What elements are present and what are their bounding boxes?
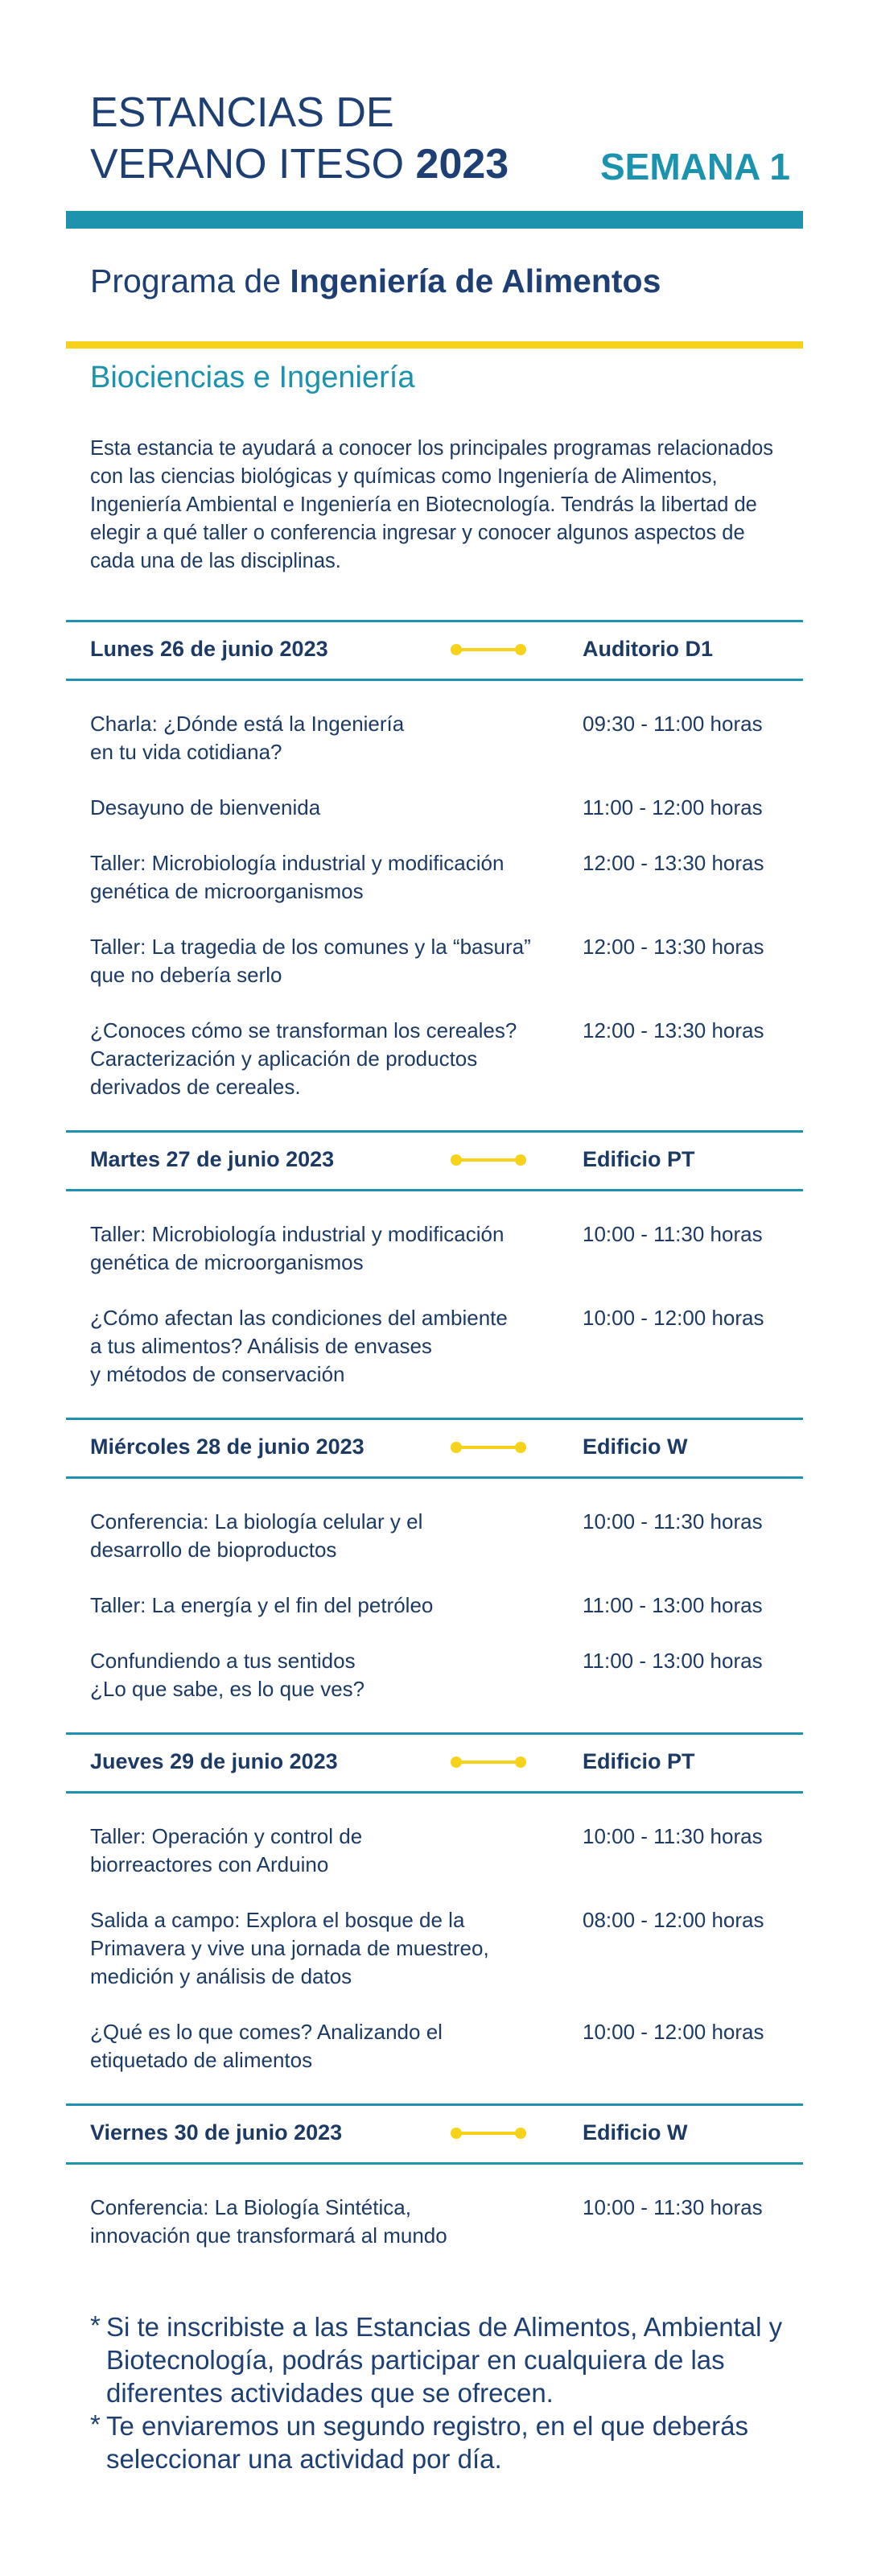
title-year: 2023: [415, 141, 509, 188]
day-location: Auditorio D1: [583, 637, 713, 661]
event-list: [66, 1191, 803, 1418]
event-time: 09:30 - 11:00 horas: [583, 712, 763, 736]
event-list: [66, 2165, 803, 2279]
day-header: [66, 620, 803, 681]
event-row: [66, 1823, 803, 1879]
event-time: 10:00 - 11:30 horas: [583, 1222, 763, 1246]
event-title: Taller: Microbiología industrial y modificación genética de microorganismos: [90, 851, 505, 903]
program-name: Ingeniería de Alimentos: [290, 262, 661, 299]
day-header: [66, 1732, 803, 1794]
connector-line: [455, 648, 521, 651]
connector-dot: [451, 1442, 462, 1453]
event-title: Conferencia: La Biología Sintética, innovación que transformará al mundo: [90, 2195, 447, 2248]
event-list: [66, 1794, 803, 2103]
event-row: [66, 1647, 803, 1703]
connector-decoration: [451, 1757, 526, 1768]
connector-decoration: [451, 644, 526, 655]
connector-dot: [515, 2128, 526, 2139]
connector-dot: [515, 1757, 526, 1768]
event-row: [66, 794, 803, 822]
event-time: 11:00 - 13:00 horas: [583, 1649, 763, 1673]
day-date: Miércoles 28 de junio 2023: [90, 1435, 364, 1459]
event-row: [66, 849, 803, 906]
header-divider: [66, 211, 803, 229]
event-list: [66, 681, 803, 1130]
day-location: Edificio W: [583, 1435, 688, 1459]
event-title: Conferencia: La biología celular y el desarrollo de bioproductos: [90, 1509, 423, 1562]
event-time: 10:00 - 11:30 horas: [583, 1509, 763, 1534]
day-date: Martes 27 de junio 2023: [90, 1147, 335, 1171]
footnote-marker: *: [90, 2409, 101, 2439]
day-header: [66, 2103, 803, 2165]
program-title: [90, 262, 661, 300]
event-row: [66, 1591, 803, 1620]
event-title: Taller: La energía y el fin del petróleo: [90, 1593, 434, 1617]
notes: [90, 2310, 798, 2475]
event-title: Taller: Operación y control de biorreactores con Arduino: [90, 1824, 363, 1876]
connector-decoration: [451, 1442, 526, 1453]
event-time: 10:00 - 12:00 horas: [583, 2020, 764, 2044]
event-row: [66, 1508, 803, 1564]
event-time: 10:00 - 11:30 horas: [583, 2195, 763, 2219]
connector-dot: [451, 1757, 462, 1768]
connector-dot: [451, 2128, 462, 2139]
event-title: Charla: ¿Dónde está la Ingeniería en tu vida cotidiana?: [90, 712, 405, 764]
week-label: SEMANA 1: [600, 146, 790, 188]
event-time: 12:00 - 13:30 horas: [583, 935, 764, 959]
footnote-marker: *: [90, 2310, 101, 2340]
day-location: Edificio PT: [583, 1147, 695, 1171]
footnote: [90, 2409, 798, 2475]
program-prefix: Programa de: [90, 262, 282, 299]
footnote-text: Te enviaremos un segundo registro, en el que deberás seleccionar una actividad por día.: [106, 2411, 749, 2474]
event-row: [66, 933, 803, 989]
event-title: ¿Qué es lo que comes? Analizando el etiquetado de alimentos: [90, 2020, 443, 2072]
day-date: Lunes 26 de junio 2023: [90, 637, 328, 661]
footnote-text: Si te inscribiste a las Estancias de Alimentos, Ambiental y Biotecnología, podrás participar en cualquiera de las diferentes actividades que se ofrecen.: [106, 2312, 783, 2408]
event-row: [66, 710, 803, 766]
event-title: Taller: La tragedia de los comunes y la “basura” que no debería serlo: [90, 935, 531, 987]
event-row: [66, 2194, 803, 2250]
connector-line: [455, 2132, 521, 2135]
program-divider: [66, 341, 803, 349]
connector-decoration: [451, 1154, 526, 1166]
footnote: [90, 2310, 798, 2409]
connector-dot: [515, 644, 526, 655]
event-list: [66, 1479, 803, 1732]
event-time: 08:00 - 12:00 horas: [583, 1908, 764, 1932]
event-row: [66, 1017, 803, 1101]
event-time: 12:00 - 13:30 horas: [583, 1018, 764, 1042]
event-row: [66, 1304, 803, 1389]
day-date: Viernes 30 de junio 2023: [90, 2120, 343, 2145]
schedule: [66, 620, 803, 2279]
day-location: Edificio W: [583, 2120, 688, 2145]
title-line-1: ESTANCIAS DE: [90, 89, 394, 136]
title-line-2: VERANO ITESO: [90, 141, 405, 188]
event-row: [66, 2018, 803, 2074]
event-time: 11:00 - 12:00 horas: [583, 795, 763, 819]
connector-decoration: [451, 2128, 526, 2139]
event-title: Taller: Microbiología industrial y modificación genética de microorganismos: [90, 1222, 505, 1274]
event-title: ¿Cómo afectan las condiciones del ambiente a tus alimentos? Análisis de envases y métodos de conservación: [90, 1306, 508, 1386]
event-title: Salida a campo: Explora el bosque de la Primavera y vive una jornada de muestreo, medición y análisis de datos: [90, 1908, 489, 1988]
connector-dot: [451, 1154, 462, 1166]
event-time: 10:00 - 11:30 horas: [583, 1824, 763, 1848]
event-time: 11:00 - 13:00 horas: [583, 1593, 763, 1617]
connector-dot: [515, 1442, 526, 1453]
connector-line: [455, 1158, 521, 1162]
event-title: Confundiendo a tus sentidos ¿Lo que sabe, es lo que ves?: [90, 1649, 365, 1701]
event-row: [66, 1220, 803, 1277]
day-date: Jueves 29 de junio 2023: [90, 1749, 338, 1773]
page-title: [90, 87, 509, 190]
connector-line: [455, 1761, 521, 1764]
event-title: Desayuno de bienvenida: [90, 795, 321, 819]
day-location: Edificio PT: [583, 1749, 695, 1773]
day-header: [66, 1130, 803, 1191]
intro-paragraph: Esta estancia te ayudará a conocer los principales programas relacionados con las ciencias biológicas y químicas como Ingeniería de Alimentos, Ingeniería Ambiental e Ingeniería en Biotecnología. Tendrás la libertad de elegir a qué taller o conferencia ingresar y conocer algunos aspectos de cada una de las disciplinas.: [90, 437, 774, 572]
header: [90, 87, 790, 200]
connector-line: [455, 1446, 521, 1449]
event-time: 12:00 - 13:30 horas: [583, 851, 764, 875]
area-subtitle: Biociencias e Ingeniería: [90, 361, 415, 394]
day-header: [66, 1418, 803, 1479]
event-title: ¿Conoces cómo se transforman los cereales? Caracterización y aplicación de productos derivados de cereales.: [90, 1018, 517, 1099]
event-time: 10:00 - 12:00 horas: [583, 1306, 764, 1330]
connector-dot: [451, 644, 462, 655]
connector-dot: [515, 1154, 526, 1166]
event-row: [66, 1906, 803, 1991]
